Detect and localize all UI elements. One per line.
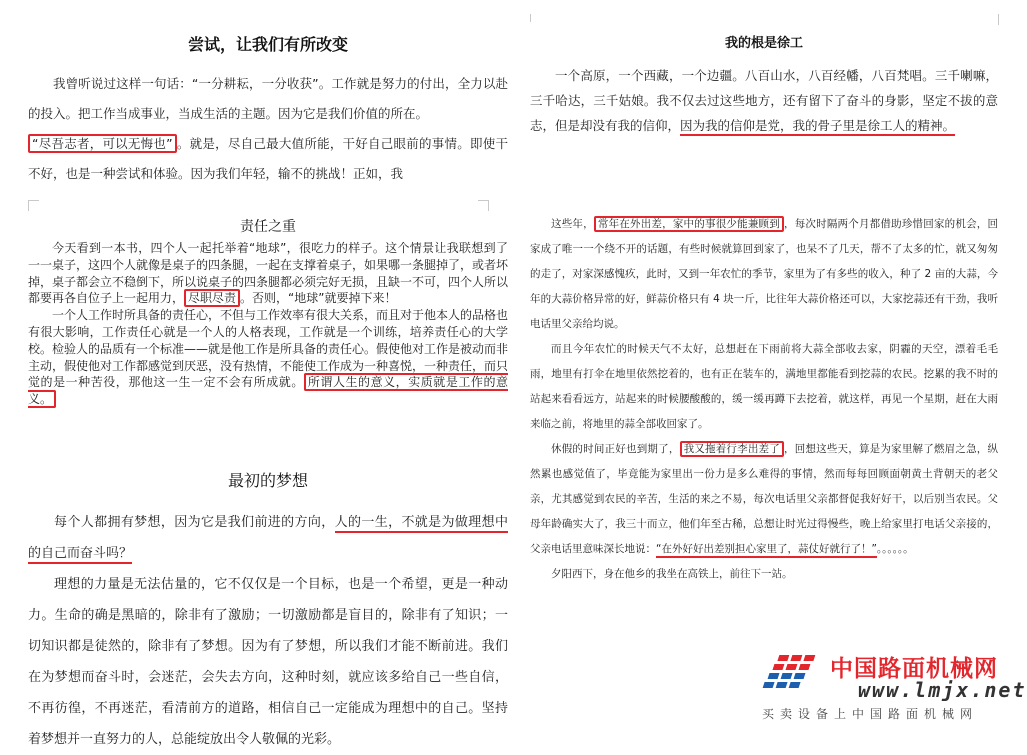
doc1-paragraph-2 <box>28 129 508 189</box>
doc2-highlight-box-1: 尽职尽责 <box>184 289 240 307</box>
doc2-paragraph-1-text: 今天看到一本书，四个人一起托举着“地球”，很吃力的样子。这个情景让我联想到了一一桌子，这四个人就像是桌子的四条腿，一起在支撑着桌子，如果哪一条腿掉了，或者坏掉，桌子都会立不稳倒下，所以说桌子的四条腿都必须完好无损，且缺一不可，四个人所以都要再各自位子上一起用力， <box>28 241 509 306</box>
doc4-title: 我的根是徐工 <box>724 36 803 51</box>
doc4-paragraph-1 <box>530 63 998 138</box>
doc4-underline-highlight: 因为我的信仰是党，我的骨子里是徐工人的精神。 <box>680 118 955 136</box>
page-corner-mark <box>478 200 489 211</box>
doc3-paragraph-1-text: 每个人都拥有梦想，因为它是我们前进的方向， <box>54 515 335 530</box>
doc5-paragraph-3 <box>530 437 998 562</box>
doc1-paragraph-2-rest: 。就是，尽自己最大值所能，干好自己眼前的事情。即使干不好，也是一种尝试和体验。因为我们年轻，输不的挑战！正如，我 <box>28 136 508 181</box>
doc2-paragraph-1 <box>28 240 508 307</box>
doc5-paragraph-4: 夕阳西下，身在他乡的我坐在高铁上，前往下一站。 <box>551 568 793 580</box>
doc1-highlight-box: “尽吾志者，可以无悔也” <box>28 134 177 153</box>
document-excerpt-my-root-is-xcmg <box>530 22 998 187</box>
doc2-paragraph-2 <box>28 307 508 408</box>
doc5-paragraph-3-ellipsis: 。。。。。。 <box>876 543 914 555</box>
doc5-highlight-box-2: 我又拖着行李出差了 <box>680 441 784 457</box>
document-excerpt-weight-of-responsibility <box>28 212 508 444</box>
doc5-highlight-box-1: 常年在外出差，家中的事很少能兼顾到 <box>594 216 784 232</box>
document-excerpt-original-dream <box>28 460 508 747</box>
doc4-paragraph-1-text: 一个高原，一个西藏，一个边疆。八百山水，八百经幡，八百梵唱。三千喇嘛，三千哈达，三千姑娘。我不仅去过这些地方，还有留下了奋斗的身影，坚定不拔的意志，但是却没有我的信仰， <box>530 68 998 133</box>
doc5-paragraph-1-start: 这些年， <box>551 218 594 230</box>
doc2-paragraph-1-end: 。否则，“地球”就要掉下来！ <box>240 291 397 306</box>
doc5-paragraph-1-rest: ，每次时隔两个月都借助珍惜回家的机会，回家成了唯一一个绕不开的话题，有些时候就算回到家了，也呆不了几天，帮不了太多的忙，就又匆匆的走了，对家深感愧疚，此时，又到一年农忙的季节，家里为了有多些的收入，种了 2 亩的大蒜，今年的大蒜价格异常的好，鲜蒜价格只有 4 块一斤，比往年大蒜价格还可以，大家挖蒜还有干劲，我听电话里父亲给均说。 <box>530 218 999 330</box>
doc1-title: 尝试，让我们有所改变 <box>187 35 348 54</box>
doc2-paragraph-2-text: 一个人工作时所具备的责任心，不但与工作效率有很大关系，而且对于他本人的品格也有很大影响，工作责任心就是一个人的人格表现，工作就是一个训练，培养责任心的大学校。检验人的品质有一个标准——就是他工作是所具备的责任心。假使他对工作是被动而非主动，假使他对工作都感觉到厌恶，没有热情，不能使工作成为一种喜悦，一种责任，而只觉的是一种苦役，那他这一生一定不会有所成就。 <box>28 308 509 390</box>
doc5-paragraph-2: 而且今年农忙的时候天气不太好，总想赶在下雨前将大蒜全部收去家，阴霾的天空，漂着毛毛雨，地里有打伞在地里依然挖着的，也有正在装车的，满地里都能看到挖蒜的农民。挖累的我不时的站起来看看远方，站起来的时候腰酸酸的，缓一缓再蹲下去挖着，就这样，再见一个星期，赶在大雨来临之前，将地里的蒜全部收回家了。 <box>530 343 998 430</box>
doc3-title: 最初的梦想 <box>227 471 308 490</box>
doc3-underline-highlight: 人的一生，不就是为做理想中的自己而奋斗吗？ <box>28 515 508 564</box>
logo-site-name: 中国路面机械网 <box>830 656 998 682</box>
doc2-highlight-box-2: 所谓人生的意义，实质就是工作的意义。 <box>28 375 508 407</box>
doc5-underline-highlight: “在外好好出差别担心家里了，蒜仗好就行了！” <box>656 543 877 558</box>
doc1-paragraph-1: 我曾听说过这样一句话：“一分耕耘，一分收获”。工作就是努力的付出，全力以赴的投入。把工作当成事业，当成生活的主题。因为它是我们价值的所在。 <box>28 76 508 121</box>
doc3-paragraph-1 <box>28 507 508 569</box>
page-corner-mark <box>28 200 39 211</box>
doc2-title: 责任之重 <box>240 219 296 235</box>
doc5-paragraph-3-middle: ，回想这些天，算是为家里解了燃眉之急，纵然累也感觉值了，毕竟能为家里出一份力是多么难得的事情，然而每每回顾面朝黄土背朝天的老父亲，尤其感觉到农民的辛苦，生活的来之不易，每次电话里父亲都督促我好好干，以后别当农民。父母年龄确实大了，我三十而立，他们年至古稀，总想让时光过得慢些，晚上给家里打电话父亲接的，父亲电话里意味深长地说： <box>530 443 999 555</box>
lmjx-logo-icon <box>762 653 822 695</box>
doc5-paragraph-1 <box>530 212 998 337</box>
doc3-paragraph-2: 理想的力量是无法估量的，它不仅仅是一个目标，也是一个希望，更是一种动力。生命的确是黑暗的，除非有了激励；一切激励都是盲目的，除非有了知识；一切知识都是徒然的，除非有了梦想。因为有了梦想，所以我们才能不断前进。我们在为梦想而奋斗时，会迷茫，会失去方向，这种时刻，就应该多给自己一些自信，不再彷徨，不再迷茫，看清前方的道路，相信自己一定能成为理想中的自己。坚持着梦想并一直努力的人，总能绽放出令人敬佩的光彩。 <box>28 577 508 747</box>
logo-slogan: 买卖设备上中国路面机械网 <box>762 707 979 721</box>
logo-site-url: www.lmjx.net <box>858 678 1027 702</box>
document-excerpt-try-to-change <box>28 22 508 187</box>
site-watermark-logo <box>758 650 1027 740</box>
doc5-paragraph-3-start: 休假的时间正好也到期了， <box>551 443 680 455</box>
document-excerpt-working-away <box>530 212 998 652</box>
